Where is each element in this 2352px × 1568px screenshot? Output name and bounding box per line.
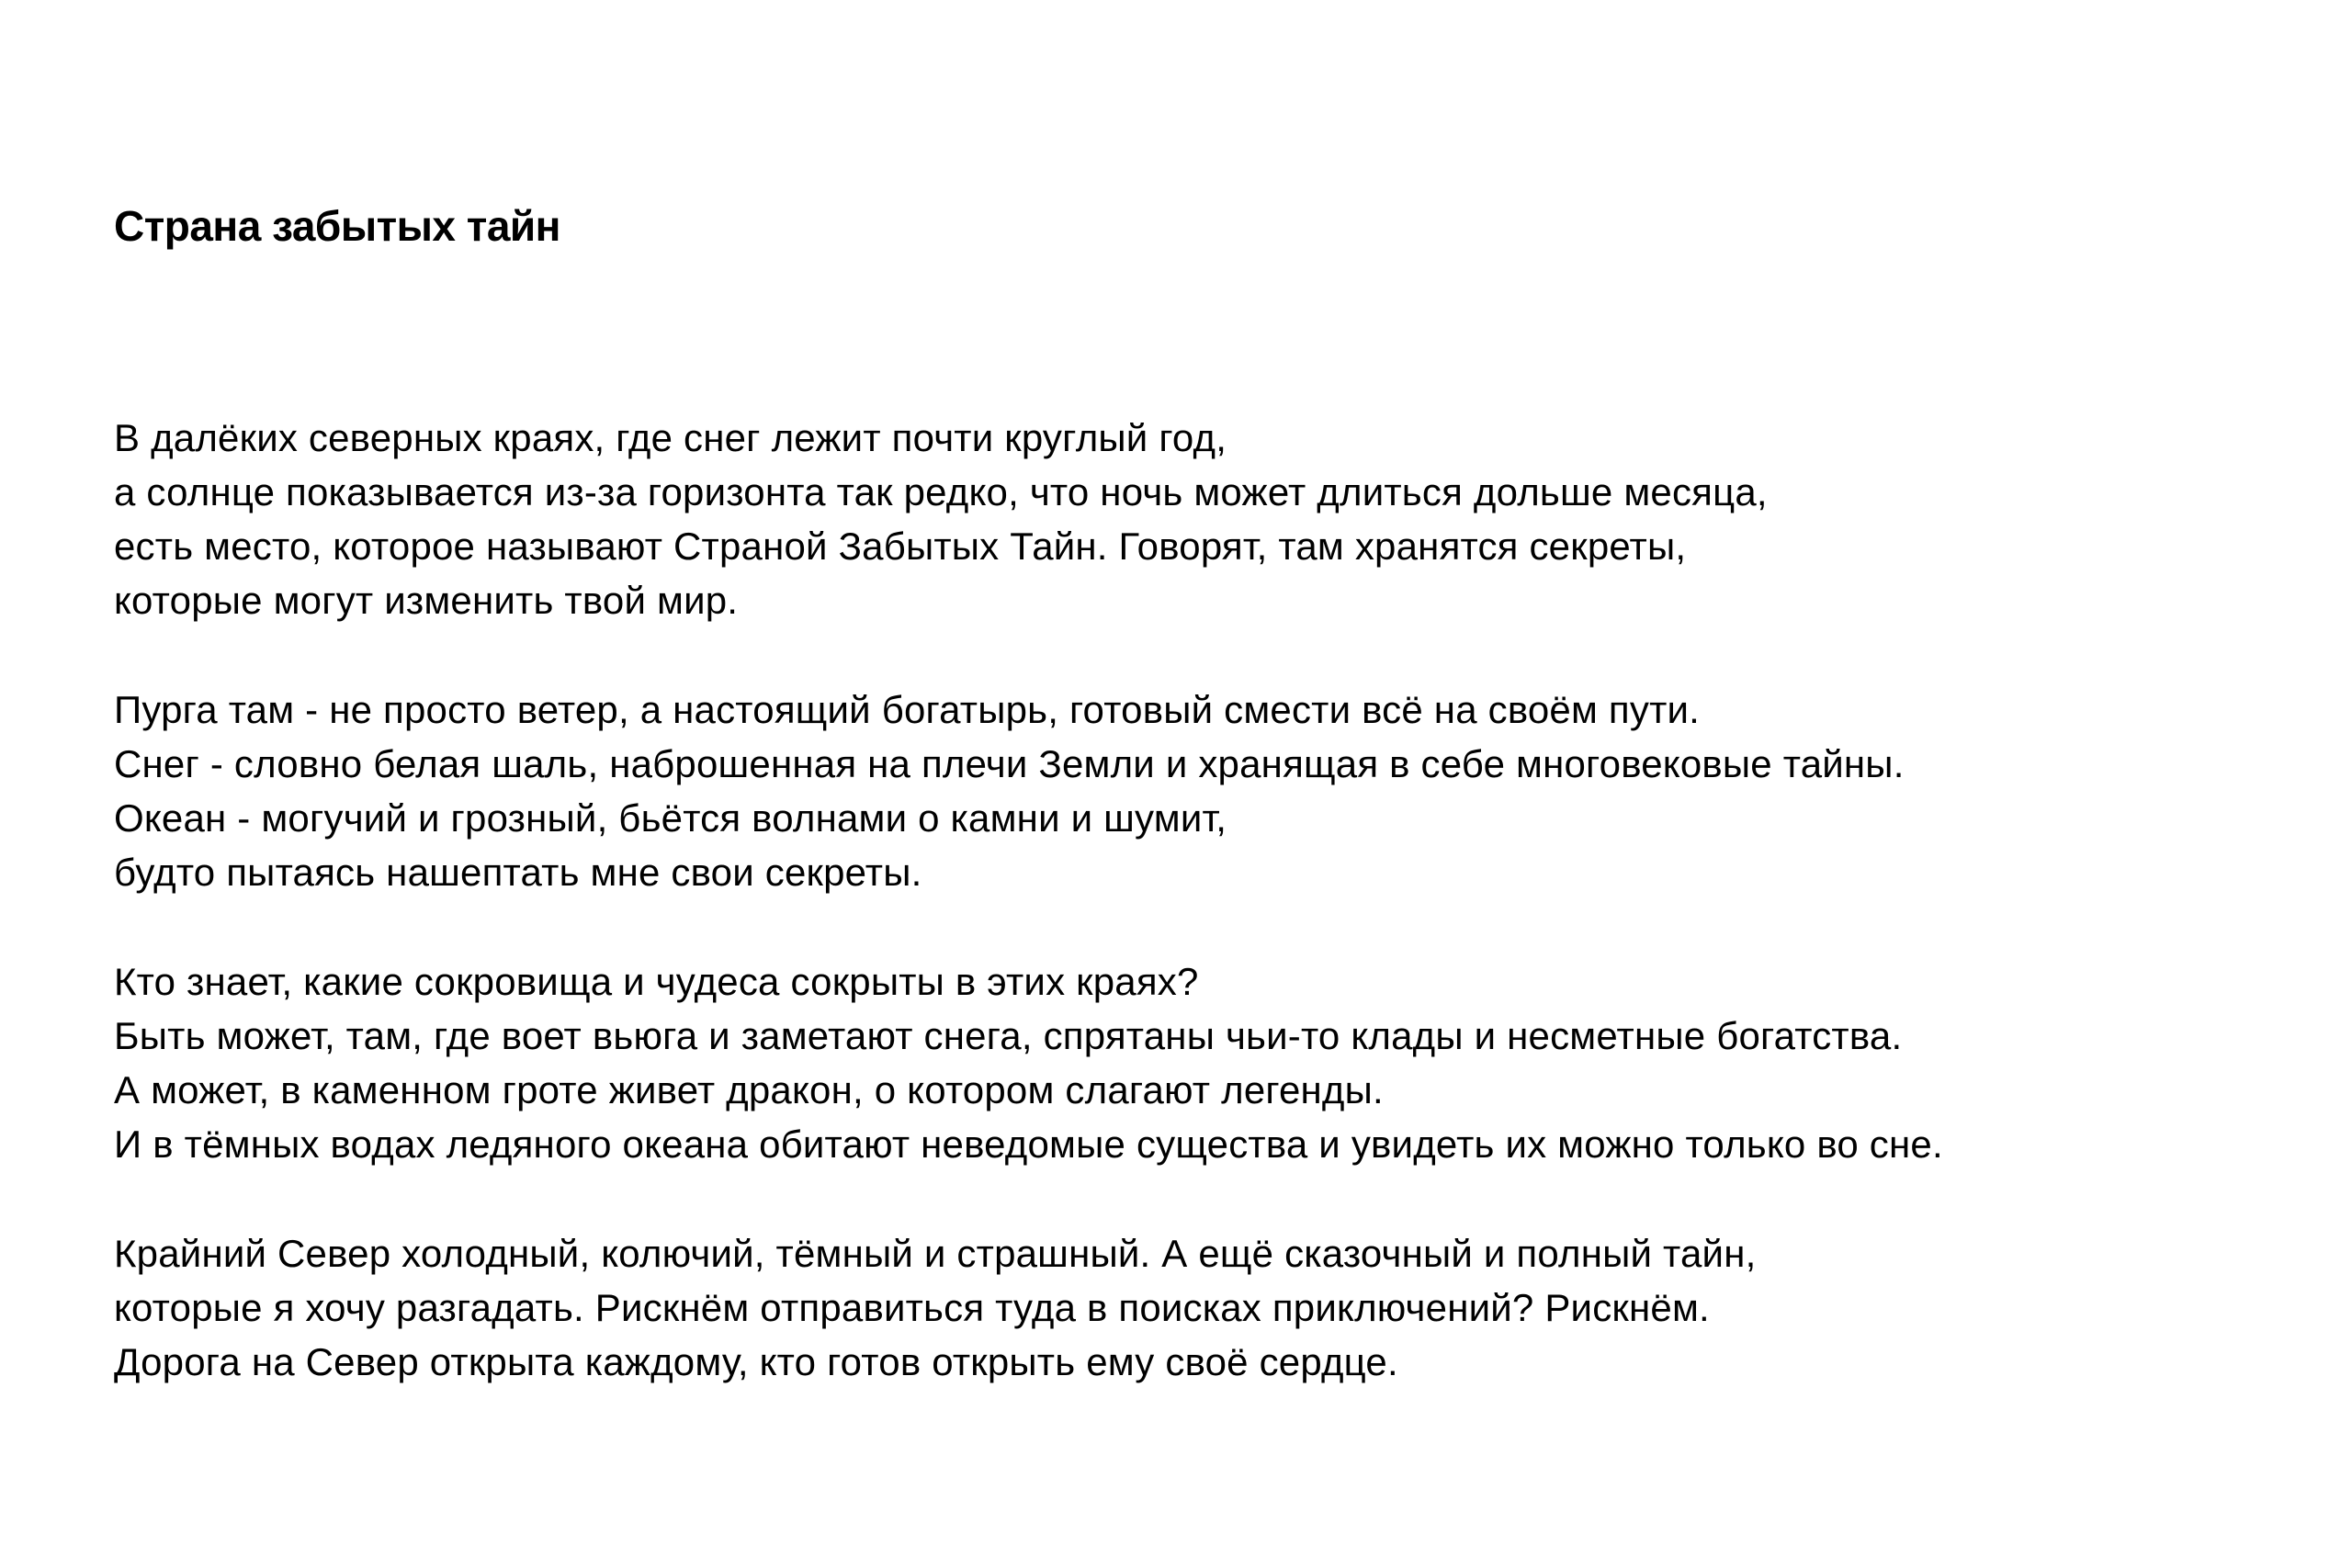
text-line: которые я хочу разгадать. Рискнём отправиться туда в поисках приключений? Рискнём.: [114, 1286, 1710, 1329]
text-line: Крайний Север холодный, колючий, тёмный и страшный. А ещё сказочный и полный тайн,: [114, 1232, 1757, 1275]
text-line: Пурга там - не просто ветер, а настоящий богатырь, готовый смести всё на своём пути.: [114, 688, 1701, 731]
paragraph: [114, 1226, 2337, 1389]
text-line: Снег - словно белая шаль, наброшенная на плечи Земли и хранящая в себе многовековые тайны.: [114, 742, 1905, 785]
text-line: В далёких северных краях, где снег лежит почти круглый год,: [114, 416, 1227, 459]
text-line: а солнце показывается из-за горизонта так редко, что ночь может длиться дольше месяца,: [114, 470, 1768, 513]
text-line: Океан - могучий и грозный, бьётся волнами о камни и шумит,: [114, 796, 1227, 840]
document-title: Страна забытых тайн: [114, 202, 560, 250]
paragraph: [114, 682, 2337, 899]
text-line: Дорога на Север открыта каждому, кто готов открыть ему своё сердце.: [114, 1340, 1398, 1383]
text-line: будто пытаясь нашептать мне свои секреты.: [114, 851, 922, 894]
paragraph: [114, 411, 2337, 627]
text-line: Кто знает, какие сокровища и чудеса сокрыты в этих краях?: [114, 960, 1199, 1003]
text-line: которые могут изменить твой мир.: [114, 579, 739, 622]
text-line: А может, в каменном гроте живет дракон, о котором слагают легенды.: [114, 1068, 1384, 1111]
text-line: Быть может, там, где воет вьюга и заметают снега, спрятаны чьи-то клады и несметные богатства.: [114, 1014, 1903, 1057]
text-line: И в тёмных водах ледяного океана обитают неведомые существа и увидеть их можно только во сне.: [114, 1122, 1943, 1166]
paragraph: [114, 954, 2337, 1171]
text-line: есть место, которое называют Страной Забытых Тайн. Говорят, там хранятся секреты,: [114, 525, 1687, 568]
document-body: [114, 411, 2337, 1389]
